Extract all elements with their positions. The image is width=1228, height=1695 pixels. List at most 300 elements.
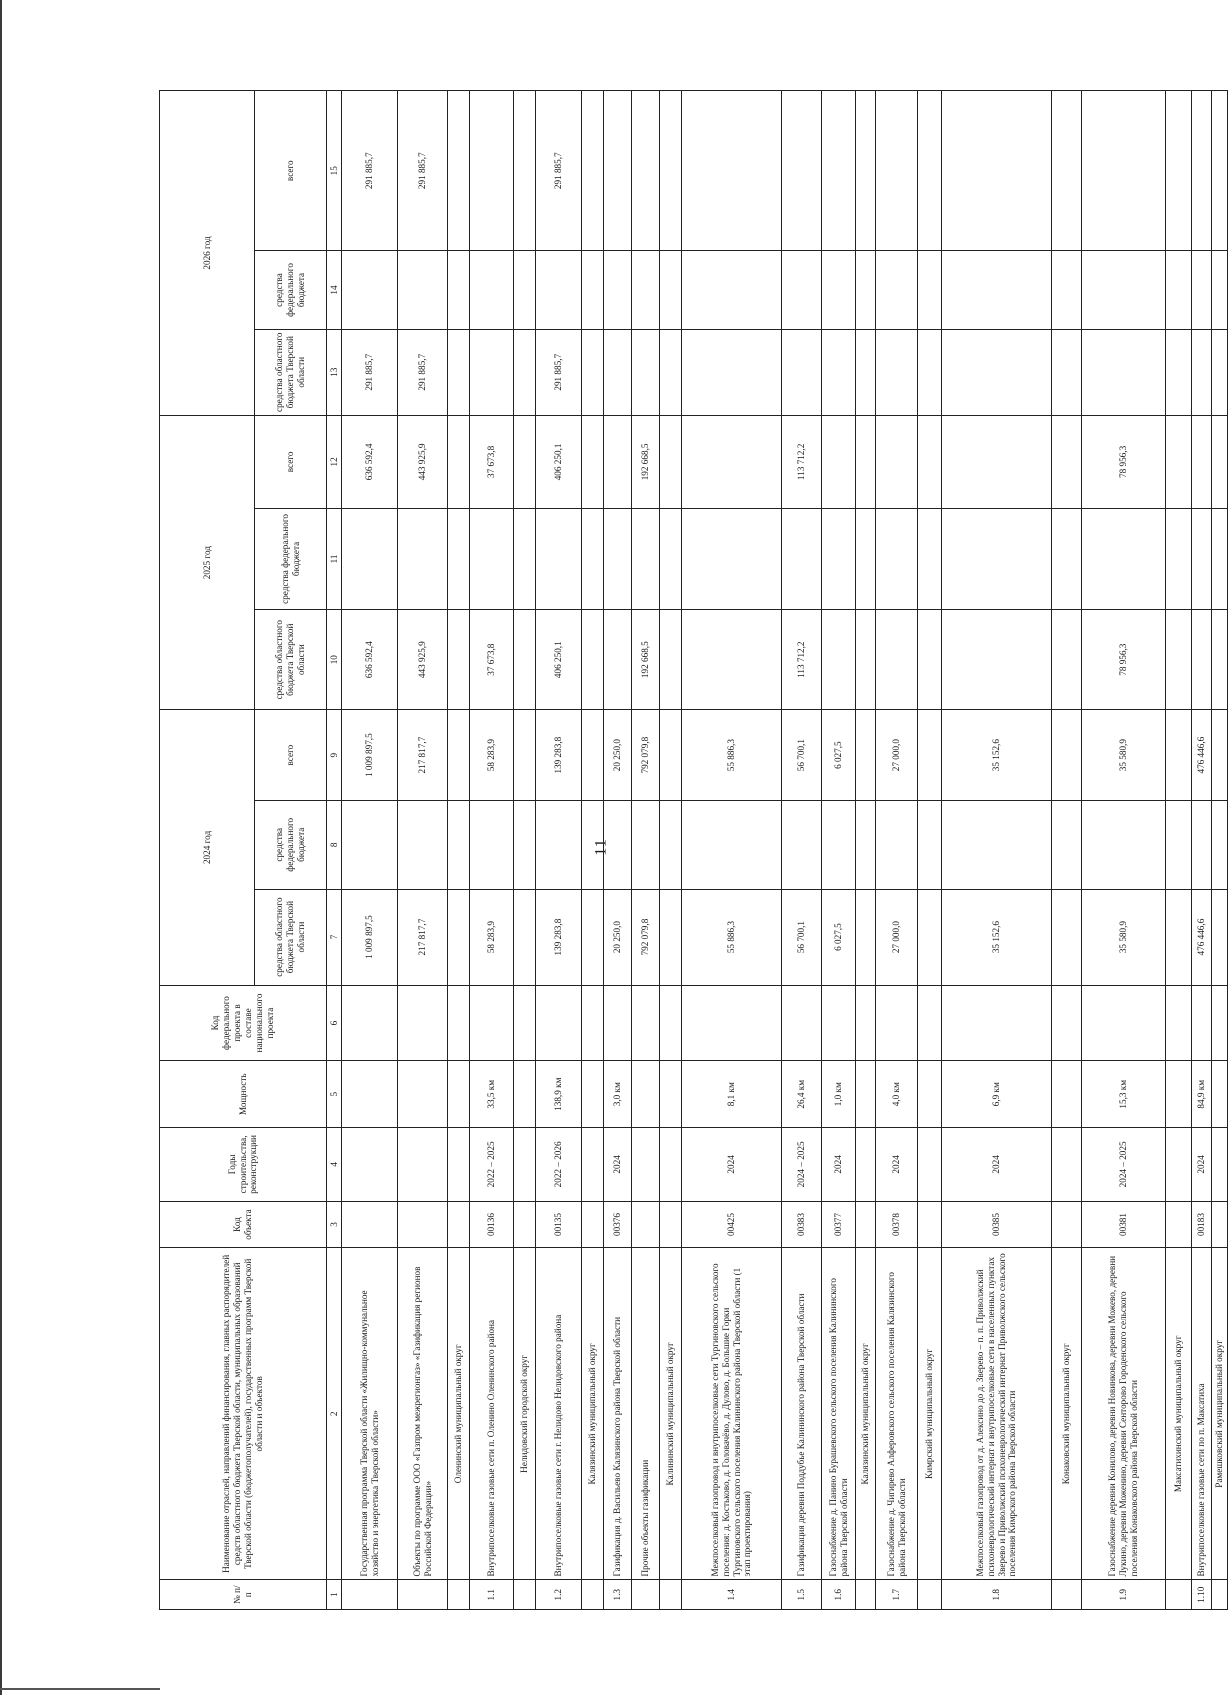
row-2026-regional: 291 885,7	[536, 329, 582, 415]
row-2025-regional	[1052, 610, 1082, 710]
row-code	[582, 1201, 604, 1247]
row-2024-total: 20 250,0	[604, 710, 632, 801]
scan-left-edge	[0, 0, 2, 1695]
row-capacity	[856, 1061, 876, 1127]
row-2026-regional	[448, 329, 470, 415]
row-2024-federal	[604, 800, 632, 889]
row-capacity	[1052, 1061, 1082, 1127]
row-2026-total	[514, 91, 536, 251]
row-2025-regional	[604, 610, 632, 710]
row-2026-federal	[660, 251, 682, 329]
row-fed-code	[1166, 985, 1192, 1061]
header-federal-2025: средства федерального бюджета	[255, 508, 327, 609]
row-2025-regional	[582, 610, 604, 710]
row-2025-federal	[1192, 508, 1212, 609]
row-2026-total	[660, 91, 682, 251]
row-2025-total: 113 712,2	[782, 416, 822, 509]
row-2025-federal	[660, 508, 682, 609]
row-years: 2024 – 2025	[1082, 1127, 1166, 1201]
row-2025-total: 636 592,4	[342, 416, 398, 509]
row-2025-total: 78 956,3	[1082, 416, 1166, 509]
row-2025-regional	[514, 610, 536, 710]
district-name: Оленинский муниципальный округ	[448, 1248, 470, 1580]
row-num	[448, 1580, 470, 1610]
row-2026-regional	[660, 329, 682, 415]
row-2024-regional: 35 152,6	[942, 889, 1052, 985]
row-2026-regional	[822, 329, 856, 415]
row-2025-federal	[398, 508, 448, 609]
row-2025-federal	[582, 508, 604, 609]
row-name: Газоснабжение деревни Конилово, деревни Новинкова, деревни Можево, деревни Лукино, деревни Моженино, деревни Сенторово Городенского сельского поселения Конаковского района Тверской области	[1082, 1248, 1166, 1580]
row-2025-total: 37 673,8	[470, 416, 514, 509]
district-name: Калязинский муниципальный округ	[856, 1248, 876, 1580]
row-2024-federal	[1082, 800, 1166, 889]
row-2025-total	[918, 416, 942, 509]
row-num	[856, 1580, 876, 1610]
row-2026-total	[1082, 91, 1166, 251]
district-row	[1052, 91, 1082, 1610]
table-row	[682, 91, 782, 1610]
row-2025-federal	[536, 508, 582, 609]
row-2025-federal	[1052, 508, 1082, 609]
row-2025-regional	[822, 610, 856, 710]
table-row	[822, 91, 856, 1610]
row-num	[918, 1580, 942, 1610]
row-2026-total	[604, 91, 632, 251]
row-2025-regional	[1212, 610, 1228, 710]
table-row	[470, 91, 514, 1610]
row-2025-total	[1166, 416, 1192, 509]
row-2025-federal	[918, 508, 942, 609]
row-2026-federal	[342, 251, 398, 329]
row-code	[660, 1201, 682, 1247]
header-2024: 2024 год	[160, 710, 255, 985]
row-2026-federal	[1192, 251, 1212, 329]
row-2024-total	[514, 710, 536, 801]
row-2025-total	[660, 416, 682, 509]
row-fed-code	[682, 985, 782, 1061]
row-years	[1166, 1127, 1192, 1201]
row-years	[918, 1127, 942, 1201]
row-2025-total: 443 925,9	[398, 416, 448, 509]
row-2025-total	[1192, 416, 1212, 509]
row-num: 1.4	[682, 1580, 782, 1610]
row-2025-total	[682, 416, 782, 509]
row-2026-total	[918, 91, 942, 251]
row-2024-regional: 20 250,0	[604, 889, 632, 985]
row-2024-federal	[822, 800, 856, 889]
row-2025-federal	[1166, 508, 1192, 609]
column-number: 1	[327, 1580, 342, 1610]
row-2024-total: 56 700,1	[782, 710, 822, 801]
row-2026-federal	[632, 251, 660, 329]
row-capacity	[514, 1061, 536, 1127]
row-years: 2024	[822, 1127, 856, 1201]
row-fed-code	[876, 985, 918, 1061]
header-federal-2026: средства федерального бюджета	[255, 251, 327, 329]
header-regional-2025: средства областного бюджета Тверской области	[255, 610, 327, 710]
row-years: 2022 – 2025	[470, 1127, 514, 1201]
row-2026-total: 291 885,7	[342, 91, 398, 251]
page-number: 11	[592, 838, 610, 856]
row-2024-regional: 1 009 897,5	[342, 889, 398, 985]
row-2026-regional	[1212, 329, 1228, 415]
row-capacity: 8,1 км	[682, 1061, 782, 1127]
column-number: 6	[327, 985, 342, 1061]
row-2025-regional: 443 925,9	[398, 610, 448, 710]
row-name: Внутрипоселковые газовые сети по п. Максатиха	[1192, 1248, 1212, 1580]
row-2026-federal	[682, 251, 782, 329]
header-years: Годы строительства, реконструкции	[160, 1127, 327, 1201]
row-2026-total	[1212, 91, 1228, 251]
row-2025-total	[448, 416, 470, 509]
table-row	[1082, 91, 1166, 1610]
row-2025-federal	[604, 508, 632, 609]
row-2024-total: 35 152,6	[942, 710, 1052, 801]
row-2026-regional	[856, 329, 876, 415]
column-number: 4	[327, 1127, 342, 1201]
row-2024-regional: 6 027,5	[822, 889, 856, 985]
row-num	[660, 1580, 682, 1610]
row-2026-federal	[398, 251, 448, 329]
row-2025-federal	[782, 508, 822, 609]
row-capacity	[448, 1061, 470, 1127]
table-row	[876, 91, 918, 1610]
row-2024-total	[1052, 710, 1082, 801]
row-name: Газоснабжение д. Чигирево Алферовского сельского поселения Калязинского района Тверской области	[876, 1248, 918, 1580]
row-capacity: 6,9 км	[942, 1061, 1052, 1127]
row-capacity: 84,9 км	[1192, 1061, 1212, 1127]
row-2025-federal	[1082, 508, 1166, 609]
row-2024-regional: 27 000,0	[876, 889, 918, 985]
row-2024-federal	[536, 800, 582, 889]
row-years: 2024 – 2025	[782, 1127, 822, 1201]
row-2026-total	[1192, 91, 1212, 251]
row-num: 1.7	[876, 1580, 918, 1610]
district-row	[856, 91, 876, 1610]
row-2024-federal	[660, 800, 682, 889]
header-total-2026: всего	[255, 91, 327, 251]
row-years	[1052, 1127, 1082, 1201]
row-2026-federal	[918, 251, 942, 329]
row-2025-total	[1052, 416, 1082, 509]
row-2025-regional: 78 956,3	[1082, 610, 1166, 710]
row-num: 1.9	[1082, 1580, 1166, 1610]
row-2024-federal	[632, 800, 660, 889]
row-fed-code	[448, 985, 470, 1061]
row-name: Газификация д. Васильево Калязинского района Тверской области	[604, 1248, 632, 1580]
row-years	[514, 1127, 536, 1201]
row-2026-federal	[536, 251, 582, 329]
row-name: Объекты по программе ООО «Газпром межрегионгаз» «Газификация регионов Российской Федерации»	[398, 1248, 448, 1580]
row-2026-federal	[876, 251, 918, 329]
row-2025-federal	[632, 508, 660, 609]
header-2026: 2026 год	[160, 91, 255, 416]
row-2026-regional	[470, 329, 514, 415]
row-2024-regional: 139 283,8	[536, 889, 582, 985]
row-code: 00385	[942, 1201, 1052, 1247]
column-number-row	[327, 91, 342, 1610]
row-code: 00376	[604, 1201, 632, 1247]
row-2024-federal	[514, 800, 536, 889]
row-num	[632, 1580, 660, 1610]
row-2026-total	[782, 91, 822, 251]
row-2026-federal	[822, 251, 856, 329]
column-number: 14	[327, 251, 342, 329]
row-num	[398, 1580, 448, 1610]
row-2024-total	[918, 710, 942, 801]
row-2026-total	[582, 91, 604, 251]
row-2024-regional: 792 079,8	[632, 889, 660, 985]
row-2026-federal	[448, 251, 470, 329]
row-capacity: 26,4 км	[782, 1061, 822, 1127]
row-2024-federal	[876, 800, 918, 889]
row-code	[342, 1201, 398, 1247]
table-row	[782, 91, 822, 1610]
row-2026-federal	[942, 251, 1052, 329]
row-fed-code	[822, 985, 856, 1061]
row-2024-federal	[1192, 800, 1212, 889]
row-2025-regional	[448, 610, 470, 710]
district-row	[918, 91, 942, 1610]
district-row	[660, 91, 682, 1610]
row-num	[1212, 1580, 1228, 1610]
row-capacity	[582, 1061, 604, 1127]
row-years: 2024	[1192, 1127, 1212, 1201]
column-number: 8	[327, 800, 342, 889]
row-years	[1212, 1127, 1228, 1201]
row-2026-regional	[604, 329, 632, 415]
district-name: Нелидовский городской округ	[514, 1248, 536, 1580]
row-2025-total	[514, 416, 536, 509]
row-2024-regional: 217 817,7	[398, 889, 448, 985]
row-2024-federal	[856, 800, 876, 889]
row-code: 00135	[536, 1201, 582, 1247]
row-num	[1166, 1580, 1192, 1610]
row-2025-regional	[942, 610, 1052, 710]
row-num	[582, 1580, 604, 1610]
row-code: 00377	[822, 1201, 856, 1247]
column-number: 9	[327, 710, 342, 801]
row-2025-federal	[822, 508, 856, 609]
row-2024-total: 792 079,8	[632, 710, 660, 801]
row-2024-regional: 476 446,6	[1192, 889, 1212, 985]
row-2024-regional	[1212, 889, 1228, 985]
row-2024-federal	[1166, 800, 1192, 889]
row-2026-total	[1052, 91, 1082, 251]
row-fed-code	[536, 985, 582, 1061]
district-name: Конаковский муниципальный округ	[1052, 1248, 1082, 1580]
row-2024-total: 139 283,8	[536, 710, 582, 801]
row-2024-regional	[918, 889, 942, 985]
row-code	[632, 1201, 660, 1247]
header-capacity: Мощность	[160, 1061, 327, 1127]
row-2026-federal	[470, 251, 514, 329]
row-2026-federal	[604, 251, 632, 329]
row-2025-federal	[470, 508, 514, 609]
column-number: 5	[327, 1061, 342, 1127]
row-years	[632, 1127, 660, 1201]
row-code	[514, 1201, 536, 1247]
table-body	[342, 91, 1228, 1610]
row-2024-federal	[342, 800, 398, 889]
table-row	[632, 91, 660, 1610]
district-row	[582, 91, 604, 1610]
row-2024-total	[448, 710, 470, 801]
row-2026-regional	[682, 329, 782, 415]
row-2024-total	[1166, 710, 1192, 801]
row-capacity	[632, 1061, 660, 1127]
row-years	[660, 1127, 682, 1201]
row-years: 2024	[876, 1127, 918, 1201]
row-years	[856, 1127, 876, 1201]
row-capacity: 3,0 км	[604, 1061, 632, 1127]
row-2026-regional	[942, 329, 1052, 415]
header-total-2025: всего	[255, 416, 327, 509]
row-2025-regional	[856, 610, 876, 710]
row-2025-total	[582, 416, 604, 509]
row-2026-federal	[1082, 251, 1166, 329]
row-2025-regional: 406 250,1	[536, 610, 582, 710]
row-2026-federal	[1166, 251, 1192, 329]
row-years: 2024	[942, 1127, 1052, 1201]
row-2026-total: 291 885,7	[398, 91, 448, 251]
row-2025-total	[822, 416, 856, 509]
row-name: Межпоселковый газопровод от д. Алексино до д. Зверево – п. п. Приволжский психоневрологический интернат и внутрипоселковые сети в населенных пунктах Зверево и Приволжский психоневрологический интернат Приволжского сельского поселения Кимрского района Тверской области	[942, 1248, 1052, 1580]
row-code: 00136	[470, 1201, 514, 1247]
row-2026-regional	[514, 329, 536, 415]
column-number: 2	[327, 1248, 342, 1580]
row-2026-total	[682, 91, 782, 251]
row-2024-total: 1 009 897,5	[342, 710, 398, 801]
row-num: 1.1	[470, 1580, 514, 1610]
row-code	[1212, 1201, 1228, 1247]
row-2024-federal	[1212, 800, 1228, 889]
row-2025-regional	[1192, 610, 1212, 710]
row-2025-regional	[682, 610, 782, 710]
column-number: 13	[327, 329, 342, 415]
row-2026-regional	[1192, 329, 1212, 415]
row-2024-regional	[1052, 889, 1082, 985]
row-capacity	[398, 1061, 448, 1127]
row-2024-total	[660, 710, 682, 801]
row-2026-total	[876, 91, 918, 251]
row-years	[398, 1127, 448, 1201]
row-capacity: 1,0 км	[822, 1061, 856, 1127]
row-2024-total	[856, 710, 876, 801]
row-name: Межпоселковый газопровод и внутрипоселковые сети Тургиновского сельского поселения: д. Костьково, д. Головачёво, д. Дулово, д. Большие Горки Тургиновского сельского поселения Калининского района Тверской области (1 этап проектирования)	[682, 1248, 782, 1580]
row-2026-total	[632, 91, 660, 251]
row-2025-federal	[448, 508, 470, 609]
header-regional-2024: средства областного бюджета Тверской области	[255, 889, 327, 985]
table-row	[398, 91, 448, 1610]
row-2026-total	[942, 91, 1052, 251]
district-name: Калининский муниципальный округ	[660, 1248, 682, 1580]
row-2026-total	[1166, 91, 1192, 251]
row-2026-regional	[876, 329, 918, 415]
row-capacity	[1212, 1061, 1228, 1127]
table-row	[1192, 91, 1212, 1610]
row-2024-regional	[448, 889, 470, 985]
row-2024-total: 217 817,7	[398, 710, 448, 801]
row-code: 00381	[1082, 1201, 1166, 1247]
row-2024-regional	[660, 889, 682, 985]
district-name: Рамешковский муниципальный округ	[1212, 1248, 1228, 1580]
row-2025-total	[856, 416, 876, 509]
row-name: Внутрипоселковые газовые сети п. Оленино Оленинского района	[470, 1248, 514, 1580]
row-capacity: 4,0 км	[876, 1061, 918, 1127]
table-row	[942, 91, 1052, 1610]
district-row	[514, 91, 536, 1610]
column-number: 10	[327, 610, 342, 710]
row-fed-code	[918, 985, 942, 1061]
rotated-table-sheet	[159, 90, 1225, 1610]
row-2024-total: 35 580,9	[1082, 710, 1166, 801]
row-2026-federal	[514, 251, 536, 329]
row-years: 2024	[604, 1127, 632, 1201]
row-name: Газоснабжение д. Панино Бурашевского сельского поселения Калининского района Тверской области	[822, 1248, 856, 1580]
row-2025-total: 406 250,1	[536, 416, 582, 509]
row-fed-code	[398, 985, 448, 1061]
row-num: 1.3	[604, 1580, 632, 1610]
row-2025-total: 192 668,5	[632, 416, 660, 509]
row-code	[448, 1201, 470, 1247]
row-2024-total: 476 446,6	[1192, 710, 1212, 801]
row-num: 1.5	[782, 1580, 822, 1610]
row-fed-code	[1192, 985, 1212, 1061]
row-code: 00378	[876, 1201, 918, 1247]
row-capacity: 33,5 км	[470, 1061, 514, 1127]
scan-bottom-edge	[0, 1688, 160, 1690]
row-num: 1.2	[536, 1580, 582, 1610]
row-fed-code	[604, 985, 632, 1061]
row-2024-total: 6 027,5	[822, 710, 856, 801]
row-2026-regional	[1166, 329, 1192, 415]
row-2026-total	[856, 91, 876, 251]
row-code: 00425	[682, 1201, 782, 1247]
row-fed-code	[942, 985, 1052, 1061]
row-2024-federal	[470, 800, 514, 889]
district-row	[448, 91, 470, 1610]
row-fed-code	[856, 985, 876, 1061]
row-2026-regional	[782, 329, 822, 415]
row-name: Газификация деревни Поддубье Калининского района Тверской области	[782, 1248, 822, 1580]
row-code	[856, 1201, 876, 1247]
row-2025-federal	[1212, 508, 1228, 609]
district-name: Кимрский муниципальный округ	[918, 1248, 942, 1580]
row-code	[1052, 1201, 1082, 1247]
row-2025-regional	[876, 610, 918, 710]
row-2024-regional	[514, 889, 536, 985]
row-2025-regional: 192 668,5	[632, 610, 660, 710]
table-row	[342, 91, 398, 1610]
row-num: 1.6	[822, 1580, 856, 1610]
header-name: Наименование отраслей, направлений финансирования, главных распорядителей средств областного бюджета Тверской области, муниципальных образований Тверской области (бюджетополучателей), государственных программ Тверской области и объектов	[160, 1248, 327, 1580]
column-number: 15	[327, 91, 342, 251]
row-2024-regional: 58 283,9	[470, 889, 514, 985]
table-row	[604, 91, 632, 1610]
row-2024-regional: 35 580,9	[1082, 889, 1166, 985]
row-name: Прочие объекты газификации	[632, 1248, 660, 1580]
row-fed-code	[632, 985, 660, 1061]
row-2024-federal	[448, 800, 470, 889]
row-capacity: 138,9 км	[536, 1061, 582, 1127]
row-2026-total	[470, 91, 514, 251]
row-fed-code	[582, 985, 604, 1061]
row-2026-total: 291 885,7	[536, 91, 582, 251]
row-2026-regional: 291 885,7	[342, 329, 398, 415]
district-row	[1166, 91, 1192, 1610]
